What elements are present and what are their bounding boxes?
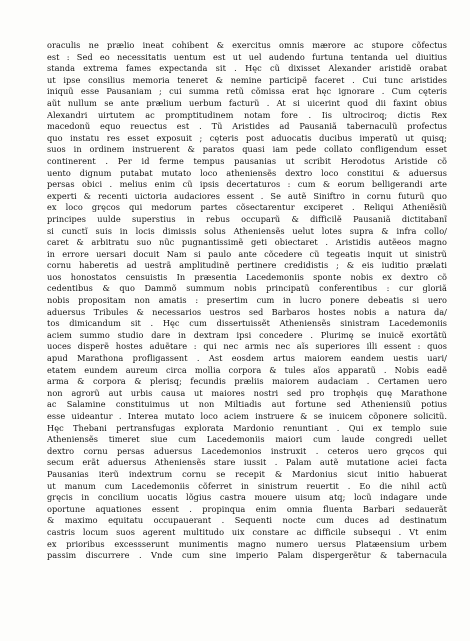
text-line: si cunctĩ suis in locis dimissis solus Atheniensẽs uelut lotes supra & infra collo/ (47, 225, 447, 236)
text-line: cornu haberetis ad uestrã amplitudinẽ pertinere credidistis ; & eis iuditio prælati (47, 260, 447, 271)
text-line: ut manum cum Lacedemoniis cõferret in sinistrum reuertit . Eo die nihil actũ (47, 480, 447, 491)
text-line: tos dimicandum sit . Hęc cum dissertuissẽt Atheniensẽs sinistram Lacedemoniis (47, 318, 447, 329)
text-line: & maximo equitatu occupauerant . Sequenti nocte cum duces ad destinatum (47, 515, 447, 526)
text-line: ut ipse consilius memoria teneret & nemine participẽ faceret . Cui tunc aristides (47, 74, 447, 85)
text-line: ex loco gręcos qui medorum partes cõsectarentur exciperet . Reliqui Atheniẽsiũ (47, 202, 447, 213)
text-line: oraculis ne prælio ineat cohibent & exercitus omnis mærore ac stupore cõfectus (47, 40, 447, 50)
text-line: iniquũ esse Pausaniam ; cui summa retũ cõmissa erat hęc ignorare . Cum cęteris (47, 86, 447, 97)
text-line: cedentibus & quo Dammõ summum nobis principatũ conferentibus : cur gloriã (47, 283, 447, 294)
text-line: experti & recenti uictoria audaciores essent . Se autẽ Siniftro in cornu futurũ quo (47, 190, 447, 201)
text-line: Pausanias iterũ indextrum cornu se recepit & Mardonius sicut initio habuerat (47, 468, 447, 479)
text-line: principes uulde superstius in rebus occuparũ & difficilẽ Pausaniã dictitabanĩ (47, 213, 447, 224)
text-line: etatem eundem aureum circa mollia corpora & tules aĩos apparatũ . Nobis eadẽ (47, 364, 447, 375)
text-line: gręcis in concilium uocatis lõgius castra mouere uisum atq; locũ indagare unde (47, 492, 447, 503)
text-line: uoces disperẽ hostes aduẽtare : qui nec armis nec aĩs superiores illi essent : quos (47, 341, 447, 352)
text-line: uento dignum putabat mutato loco atheniensẽs dextro loco constitui & aduersus (47, 167, 447, 178)
text-line: dextro cornu persas aduersus Lacedemonios instruxit . ceteros uero gręcos qui (47, 445, 447, 456)
text-line: passim discurrere . Vnde cum sine imperio Palam dispergerẽtur & tabernacula (47, 550, 447, 561)
text-line: standa extrema fames expectanda sit . Hęc cũ dixisset Alexander aristidẽ orabat (47, 63, 447, 74)
text-line: aũt nullum se ante prælium uerbum facturũ . At si uicerint quod dii faxint obius (47, 97, 447, 108)
text-line (47, 562, 447, 574)
text-line: est : Sed eo necessitatis uentum est ut uel audendo furtuna tentanda uel diuitius (47, 51, 447, 62)
text-line: quo instatu res esset exposuit ; cęteris post aduocatis ducibus imperatũ ut quisq; (47, 132, 447, 143)
text-line: oportune aquationes essent . propinqua enim omnia fluenta Barbari sedauerãt (47, 503, 447, 514)
text-line: ac Salamine constituimus ut non Miltiadis aut fortune sed Atheniensiũ potius (47, 399, 447, 410)
text-line: Alexandri uirtutem ac promptitudinem notam fore . Iis ultrociroq; dictis Rex (47, 109, 447, 120)
text-line: in errore uersari docuit Nam si paulo ante cõcedere cũ tegeatis inquit ut sinistrũ (47, 248, 447, 259)
text-line: caret & arbitratu suo nũc pugnantissimẽ geti obiectaret . Aristidis autẽeos magno (47, 237, 447, 248)
text-line: Hęc Thebani pertransfugas explorata Mardonio renuntiant . Qui ex templo suie (47, 422, 447, 433)
text-line: nobis propositam non amatis : presertim cum in lucro ponere debeatis si uero (47, 295, 447, 306)
text-line: non agrorũ aut urbis causa ut maiores nostri sed pro trophęis quę Marathone (47, 387, 447, 398)
text-line: persas obici . melius enim cũ ipsis decertaturos : cum & eorum belligerandi arte (47, 179, 447, 190)
text-line: Atheniensẽs timeret siue cum Lacedemoniis maiori cum laude congredi uellet (47, 434, 447, 445)
text-line: continerent . Per id ferme tempus pausanias ut scribit Herodotus Aristide cõ (47, 155, 447, 166)
text-block (47, 40, 447, 585)
text-line: castris locum suos agerent multitudo uix constare ac difficile subsequi . Vt enim (47, 526, 447, 537)
text-line: uos honostatos censuistis In præsentia Lacedemoniis sponte nobis ex dextro cõ (47, 271, 447, 282)
text-line: ex prioribus excessserunt munimentis magno numero uersus Platæensium urbem (47, 538, 447, 549)
text-line: aduersus Tribules & necessarios uestros sed Barbaros hostes nobis a natura da/ (47, 306, 447, 317)
text-line: suos in ordinem instruerent & paratos quasi iam pede collato confligendum esset (47, 144, 447, 155)
text-line: arma & corpora & plerisq; fecundis præliis maiorem audaciam . Certamen uero (47, 376, 447, 387)
text-line: macedonũ equo reuectus est . Tũ Aristides ad Pausaniã tabernaculũ profectus (47, 121, 447, 132)
text-line: secum erãt aduersus Atheniensẽs stare iussit . Palam autẽ mutatione aciei facta (47, 457, 447, 468)
text-line: esse uideantur . Interea mutato loco aciem instruere & se inuicem cõponere solicitũ. (47, 411, 447, 421)
text-line: apud Marathona profligassent . Ast eosdem artus maiorem eandem uestis uari/ (47, 353, 447, 364)
text-line (47, 573, 447, 585)
text-line: aciem summo studio dare in dextram ipsi concedere . Plurimę se inuicẽ exortãtũ (47, 329, 447, 340)
